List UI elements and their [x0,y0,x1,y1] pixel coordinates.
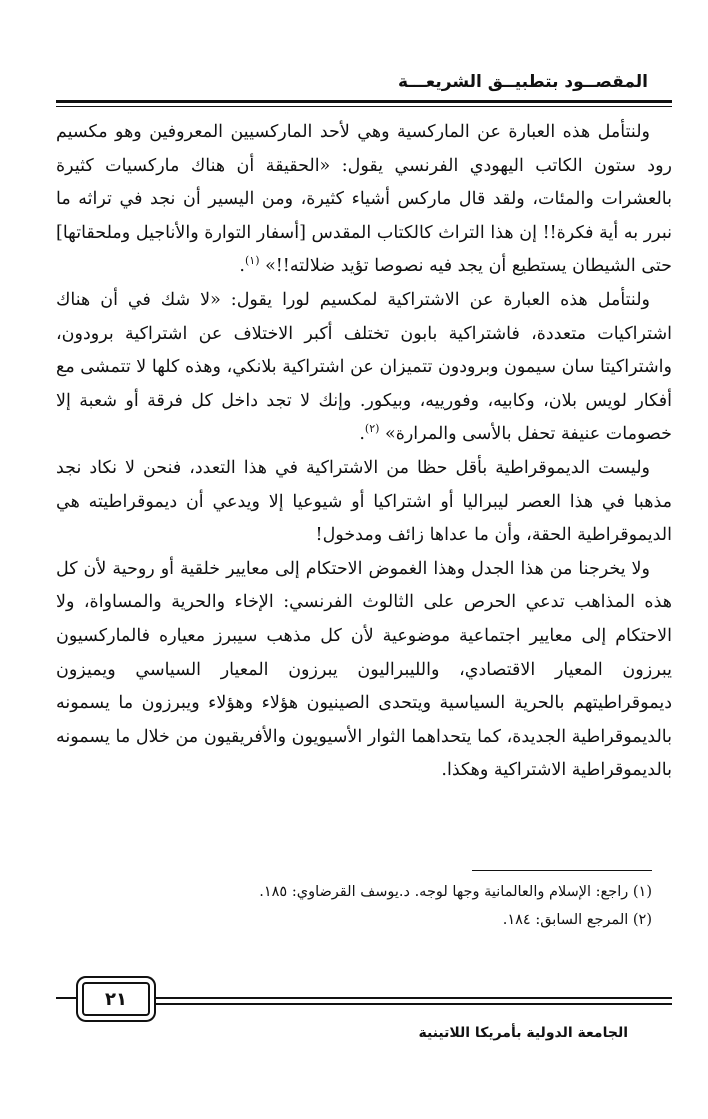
paragraph-end: . [239,256,245,277]
footer-university-name: الجامعة الدولية بأمريكا اللاتينية [418,1025,628,1041]
footnote-reference: (١) [244,254,260,268]
footnote: (٢) المرجع السابق: ١٨٤. [502,912,652,928]
paragraph [56,284,672,452]
paragraph-text: ولنتأمل هذه العبارة عن الماركسية وهي لأحد الماركسيين المعروفين وهو مكسيم رود ستون الكاتب اليهودي الفرنسي يقول: «الحقيقة أن هناك ماركسيات كثيرة بالعشرات والمئات، ولقد قال ماركس أشياء كثيرة، ومن اليسير أن نجد في تراثه ما نبرر به أية فكرة!! إن هذا التراث كالكتاب المقدس [أسفار التوارة والأناجيل وملحقاتها] حتى الشيطان يستطيع أن يجد فيه نصوصا تؤيد ضلالته!!» [56,122,672,277]
paragraph-text: ولنتأمل هذه العبارة عن الاشتراكية لمكسيم لورا يقول: «لا شك في أن هناك اشتراكيات متعددة، فاشتراكية بابون تختلف أكبر الاختلاف عن اشتراكية برودون، واشتراكيتا سان سيمون وبرودون تتميزان عن اشتراكية بلانكي، وهذه كلها لا تتمشى مع أفكار لويس بلان، وكابيه، وفورييه، وبيكور. وإنك لا تجد داخل كل فرقة أو شعبة إلا خصومات عنيفة تحفل بالأسى والمرارة» [56,289,672,445]
paragraph-end: . [359,424,365,445]
paragraph: ولا يخرجنا من هذا الجدل وهذا الغموض الاحتكام إلى معايير خلقية أو روحية لأن كل هذه المذاهب تدعي الحرص على الثالوث الفرنسي: الإخاء والحرية والمساواة، ولا الاحتكام إلى معايير اجتماعية موضوعية لأن كل مذهب سيبرز معياره فالماركسيون يبرزون المعيار الاقتصادي، والليبراليون يبرزون المعيار السياسي ويميزون ديموقراطيتهم بالحرية السياسية ويتحدى الصينيون هؤلاء وهؤلاء ويبرزون ما يسمونه بالديموقراطية الجديدة، كما يتحداهما الثوار الأسيويون والأفريقيون من خلال ما يسمونه بالديموقراطية الاشتراكية وهكذا. [56,558,672,781]
running-header-title: المقصــود بتطبيــق الشريعـــة [398,72,648,92]
header-rule [56,100,672,103]
footnote-separator [472,870,652,871]
header-rule-thin [56,106,672,107]
footnotes [36,878,652,934]
main-text [56,116,672,788]
paragraph [56,116,672,284]
footer-rule-lower [150,1003,672,1005]
paragraph: وليست الديموقراطية بأقل حظا من الاشتراكية في هذا التعدد، فنحن لا نكاد نجد مذهبا في هذا العصر ليبراليا أو اشتراكيا أو شيوعيا إلا ويدعي أن ديموقراطيته هي الديموقراطية الحقة، وأن ما عداها زائف ومدخول! [56,457,672,546]
footnote-reference: (٢) [364,422,380,436]
footnote: (١) راجع: الإسلام والعالمانية وجها لوجه. د.يوسف القرضاوي: ١٨٥. [259,884,652,900]
page-number: ٢١ [82,982,150,1016]
